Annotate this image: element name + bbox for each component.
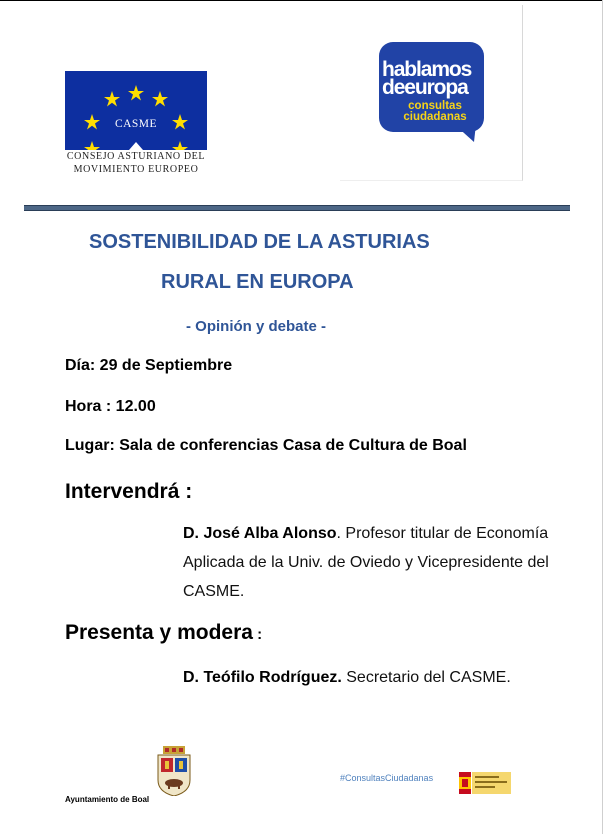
speaker-heading: Intervendrá :: [65, 480, 193, 503]
moderator-name: D. Teófilo Rodríguez.: [183, 669, 342, 686]
moderator-description: Secretario del CASME.: [341, 669, 511, 686]
ciudadanas-word: ciudadanas: [403, 111, 467, 123]
casme-full-name: [65, 150, 207, 176]
speaker-description: . Profesor titular de Economía Aplicada de la Univ. de Oviedo y Vicepresidente del CASME.: [183, 525, 549, 600]
casme-flag-logo: [65, 71, 207, 150]
casme-name-line1: CONSEJO ASTURIANO DEL: [66, 151, 206, 162]
spanish-government-logo-icon: [459, 772, 511, 794]
top-border: [0, 0, 603, 1]
star-icon: [128, 85, 144, 101]
event-hour: Hora : 12.00: [65, 398, 156, 415]
deeuropa-word: deeuropa: [382, 76, 468, 99]
moderator-heading-text: Presenta y modera: [65, 621, 253, 644]
event-day: Día: 29 de Septiembre: [65, 357, 233, 374]
star-icon: [84, 141, 100, 150]
casme-emblem-triangle: [129, 142, 143, 150]
star-icon: [84, 114, 100, 130]
star-icon: [104, 91, 120, 107]
moderator-heading-colon: :: [252, 626, 263, 643]
event-subtitle: - Opinión y debate -: [186, 318, 327, 335]
header-divider: [24, 205, 570, 211]
casme-name-line2: MOVIMIENTO EUROPEO: [73, 164, 199, 175]
boal-municipality-label: Ayuntamiento de Boal: [65, 795, 150, 804]
speaker-name: D. José Alba Alonso: [183, 525, 337, 542]
boal-coat-of-arms-icon: [155, 746, 193, 796]
casme-acronym: CASME: [114, 118, 158, 130]
event-title-line1: SOSTENIBILIDAD DE LA ASTURIAS: [89, 231, 430, 253]
star-icon: [172, 114, 188, 130]
star-icon: [152, 91, 168, 107]
hashtag-text: #ConsultasCiudadanas: [340, 773, 434, 783]
event-place: Lugar: Sala de conferencias Casa de Cultura de Boal: [65, 437, 467, 454]
eu-stars-icon: [65, 71, 207, 150]
moderator-paragraph: [183, 663, 573, 692]
event-title-line2: RURAL EN EUROPA: [161, 271, 354, 293]
moderator-heading: [65, 621, 262, 645]
consultas-word: consultas: [408, 100, 462, 112]
hablamos-word: hablamos: [382, 58, 472, 81]
star-icon: [172, 141, 188, 150]
speaker-paragraph: [183, 519, 573, 606]
speech-bubble-tail-icon: [454, 124, 476, 144]
